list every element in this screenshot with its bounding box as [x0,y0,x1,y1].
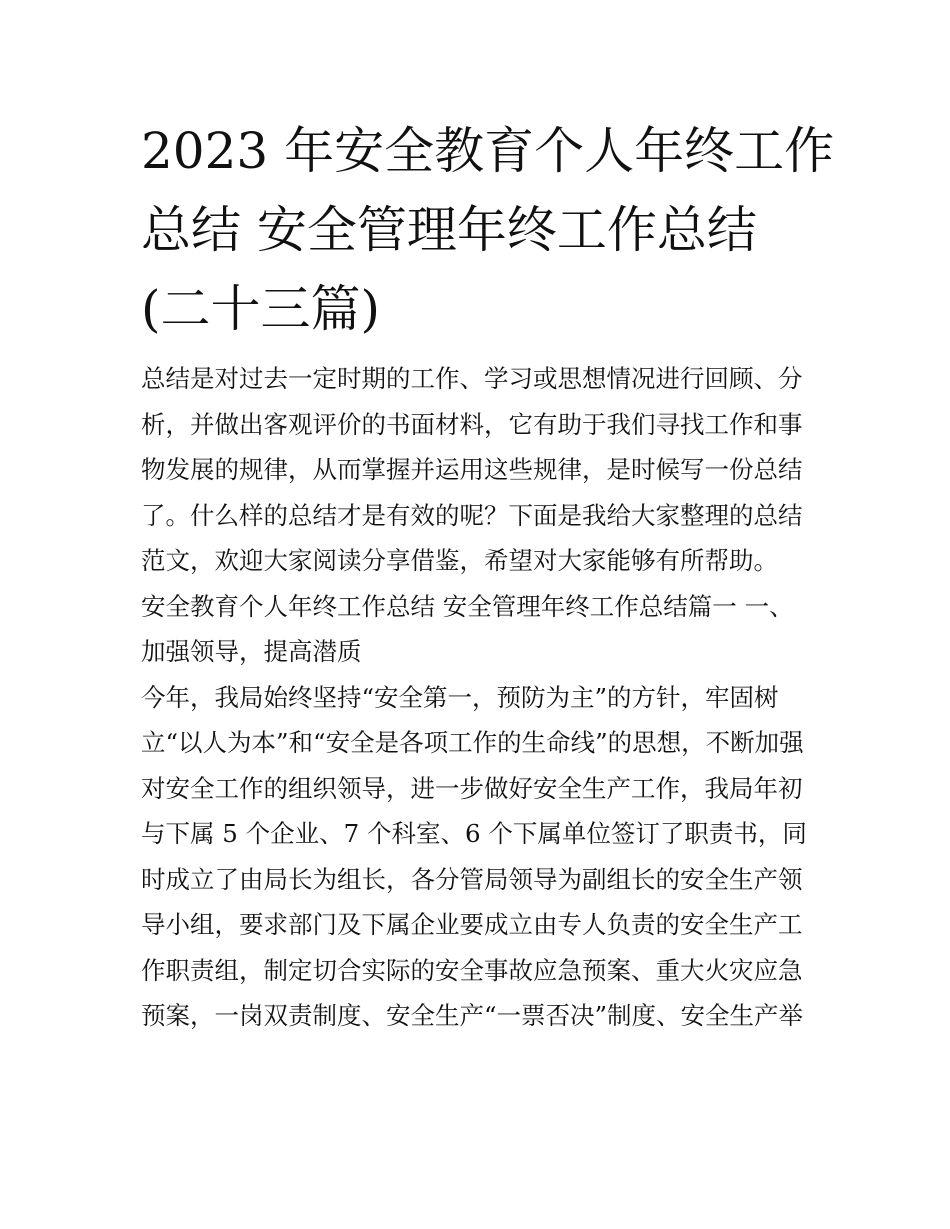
body-line: 时成立了由局长为组长，各分管局领导为副组长的安全生产领 [141,864,803,894]
section-heading-line: 安全教育个人年终工作总结 安全管理年终工作总结篇一 一、 [141,591,794,621]
document-title [141,112,835,349]
body-line: 总结是对过去一定时期的工作、学习或思想情况进行回顾、分 [141,364,803,393]
body-line: 作职责组，制定切合实际的安全事故应急预案、重大火灾应急 [141,955,803,985]
document-body [141,356,821,1039]
title-line-3: (二十三篇) [141,280,381,338]
body-line: 物发展的规律，从而掌握并运用这些规律，是时候写一份总结 [141,455,803,484]
section-heading-line: 加强领导，提高潜质 [141,637,362,666]
body-line: 对安全工作的组织领导，进一步做好安全生产工作，我局年初 [141,773,803,803]
body-line: 析，并做出客观评价的书面材料，它有助于我们寻找工作和事 [141,409,803,439]
title-line-2: 总结 安全管理年终工作总结 [141,201,757,259]
body-line: 导小组，要求部门及下属企业要成立由专人负责的安全生产工 [141,910,803,939]
body-line: 范文，欢迎大家阅读分享借鉴，希望对大家能够有所帮助。 [141,546,778,575]
title-line-1: 2023 年安全教育个人年终工作 [141,122,835,180]
body-line: 今年，我局始终坚持“安全第一，预防为主”的方针，牢固树 [141,682,779,712]
body-line: 了。什么样的总结才是有效的呢？下面是我给大家整理的总结 [141,500,803,530]
body-line: 与下属 5 个企业、7 个科室、6 个下属单位签订了职责书，同 [141,819,807,848]
body-line: 预案，一岗双责制度、安全生产“一票否决”制度、安全生产举 [141,1001,804,1030]
body-line: 立“以人为本”和“安全是各项工作的生命线”的思想，不断加强 [141,728,804,757]
